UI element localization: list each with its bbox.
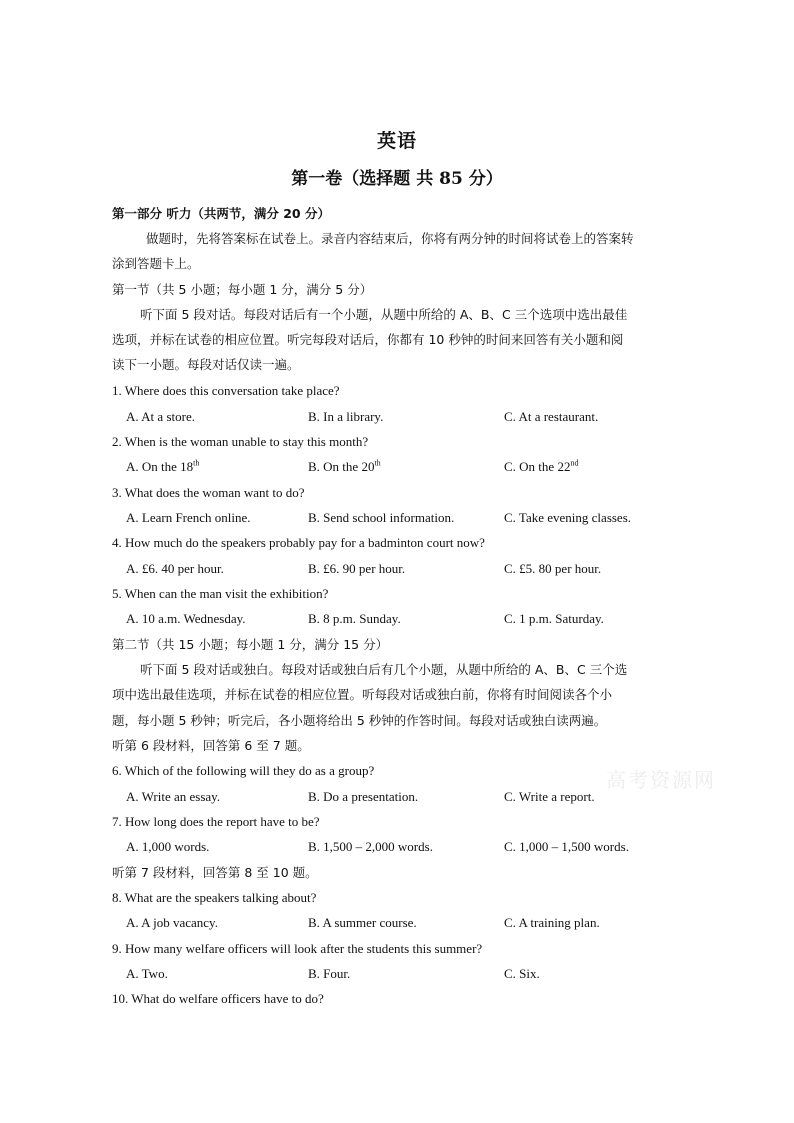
question-6-stem: 6. Which of the following will they do as a group? bbox=[112, 763, 375, 778]
question-9-option-b: B. Four. bbox=[308, 966, 351, 981]
question-7-option-a: A. 1,000 words. bbox=[126, 839, 210, 854]
section1-text-line-2: 选项，并标在试卷的相应位置。听完每段对话后，你都有 10 秒钟的时间来回答有关小题和阅 bbox=[112, 332, 624, 347]
question-7-option-c: C. 1,000 – 1,500 words. bbox=[504, 839, 629, 854]
section2-heading: 第二节（共 15 小题；每小题 1 分，满分 15 分） bbox=[112, 637, 389, 652]
section1-text-line-3: 读下一小题。每段对话仅读一遍。 bbox=[112, 357, 300, 372]
section2-text-line-3: 题，每小题 5 秒钟；听完后，各小题将给出 5 秒钟的作答时间。每段对话或独白读两遍。 bbox=[112, 713, 607, 728]
question-3-stem: 3. What does the woman want to do? bbox=[112, 485, 305, 500]
material-7-instruction: 听第 7 段材料，回答第 8 至 10 题。 bbox=[112, 865, 318, 880]
watermark: 高考资源网 bbox=[606, 768, 716, 792]
question-6-option-c: C. Write a report. bbox=[504, 789, 595, 804]
question-7-stem: 7. How long does the report have to be? bbox=[112, 814, 320, 829]
question-3-option-c: C. Take evening classes. bbox=[504, 510, 632, 525]
question-2-stem: 2. When is the woman unable to stay this month? bbox=[112, 434, 369, 449]
paper-subtitle: 第一卷（选择题 共 85 分） bbox=[291, 169, 503, 189]
question-8-option-b: B. A summer course. bbox=[308, 915, 417, 930]
question-9-option-a: A. Two. bbox=[126, 966, 168, 981]
question-5-option-c: C. 1 p.m. Saturday. bbox=[504, 611, 604, 626]
question-5-stem: 5. When can the man visit the exhibition? bbox=[112, 586, 329, 601]
section1-text-line-1: 听下面 5 段对话。每段对话后有一个小题，从题中所给的 A、B、C 三个选项中选出最佳 bbox=[140, 307, 628, 322]
question-8-option-a: A. A job vacancy. bbox=[126, 915, 218, 930]
section2-text-line-1: 听下面 5 段对话或独白。每段对话或独白后有几个小题，从题中所给的 A、B、C 三个选 bbox=[140, 662, 628, 677]
intro-text-line-1: 做题时，先将答案标在试卷上。录音内容结束后，你将有两分钟的时间将试卷上的答案转 bbox=[146, 231, 634, 246]
question-5-option-b: B. 8 p.m. Sunday. bbox=[308, 611, 401, 626]
page-title: 英语 bbox=[376, 130, 417, 152]
question-2-option-b: B. On the 20th bbox=[308, 458, 381, 474]
question-1-stem: 1. Where does this conversation take place? bbox=[112, 383, 340, 398]
question-4-stem: 4. How much do the speakers probably pay for a badminton court now? bbox=[112, 535, 485, 550]
question-9-option-c: C. Six. bbox=[504, 966, 540, 981]
question-1-option-a: A. At a store. bbox=[126, 409, 195, 424]
question-4-option-c: C. £5. 80 per hour. bbox=[504, 561, 602, 576]
question-4-option-a: A. £6. 40 per hour. bbox=[126, 561, 224, 576]
question-5-option-a: A. 10 a.m. Wednesday. bbox=[126, 611, 246, 626]
question-8-stem: 8. What are the speakers talking about? bbox=[112, 890, 317, 905]
question-7-option-b: B. 1,500 – 2,000 words. bbox=[308, 839, 433, 854]
question-6-option-b: B. Do a presentation. bbox=[308, 789, 419, 804]
question-4-option-b: B. £6. 90 per hour. bbox=[308, 561, 406, 576]
question-2-option-a: A. On the 18th bbox=[126, 458, 200, 474]
intro-text-line-2: 涂到答题卡上。 bbox=[112, 256, 200, 271]
question-6-option-a: A. Write an essay. bbox=[126, 789, 221, 804]
question-10-stem: 10. What do welfare officers have to do? bbox=[112, 991, 324, 1006]
question-3-option-a: A. Learn French online. bbox=[126, 510, 251, 525]
question-1-option-c: C. At a restaurant. bbox=[504, 409, 599, 424]
material-6-instruction: 听第 6 段材料，回答第 6 至 7 题。 bbox=[112, 738, 310, 753]
question-9-stem: 9. How many welfare officers will look after the students this summer? bbox=[112, 941, 483, 956]
question-3-option-b: B. Send school information. bbox=[308, 510, 455, 525]
part1-heading: 第一部分 听力（共两节，满分 20 分） bbox=[112, 206, 330, 221]
question-2-option-c: C. On the 22nd bbox=[504, 458, 579, 474]
question-8-option-c: C. A training plan. bbox=[504, 915, 600, 930]
question-1-option-b: B. In a library. bbox=[308, 409, 384, 424]
section2-text-line-2: 项中选出最佳选项，并标在试卷的相应位置。听每段对话或独白前，你将有时间阅读各个小 bbox=[112, 687, 613, 702]
section1-heading: 第一节（共 5 小题；每小题 1 分，满分 5 分） bbox=[112, 282, 373, 297]
